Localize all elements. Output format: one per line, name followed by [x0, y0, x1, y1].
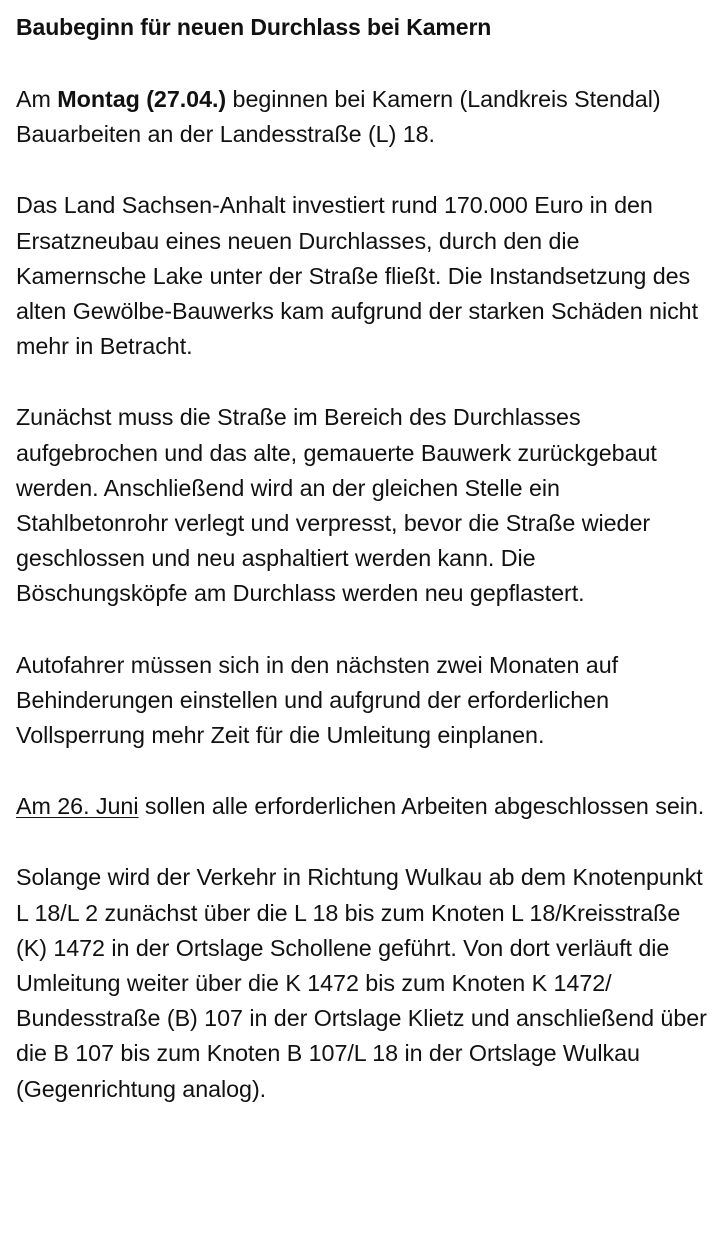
paragraph-text: beginnen bei Kamern (Landkreis Stendal) Bauarbeiten an der Landesstraße (L) 18.	[16, 86, 661, 148]
paragraph-prefix: Am	[16, 86, 58, 112]
article	[16, 10, 712, 1107]
paragraph-completion	[16, 789, 712, 824]
start-date-bold: Montag (27.04.)	[57, 86, 227, 112]
paragraph-driver-notice: Autofahrer müssen sich in den nächsten zwei Monaten auf Behinderungen einstellen und aufgrund der erforderlichen Vollsperrung mehr Zeit für die Umleitung einplanen.	[16, 651, 619, 749]
paragraph-construction-steps: Zunächst muss die Straße im Bereich des Durchlasses aufgebrochen und das alte, gemauerte Bauwerk zurückgebaut werden. Anschließend wird an der gleichen Stelle ein Stahlbetonrohr verlegt und verpresst, bevor die Straße wieder geschlossen und neu asphaltiert werden kann. Die Böschungsköpfe am Durchlass werden neu gepflastert.	[16, 404, 657, 607]
paragraph-text: sollen alle erforderlichen Arbeiten abgeschlossen sein.	[138, 793, 705, 820]
paragraph-start-date	[16, 82, 712, 152]
paragraph-investment: Das Land Sachsen-Anhalt investiert rund 170.000 Euro in den Ersatzneubau eines neuen Durchlasses, durch den die Kamernsche Lake unter der Straße fließt. Die Instandsetzung des alten Gewölbe-Bauwerks kam aufgrund der starken Schäden nicht mehr in Betracht.	[16, 192, 699, 360]
completion-date-link[interactable]: Am 26. Juni	[16, 793, 139, 820]
paragraph-detour: Solange wird der Verkehr in Richtung Wulkau ab dem Knotenpunkt L 18/L 2 zunächst über die L 18 bis zum Knoten L 18/Kreisstraße (K) 1472 in der Ortslage Schollene geführt. Von dort verläuft die Umleitung weiter über die K 1472 bis zum Knoten K 1472/ Bundesstraße (B) 107 in der Ortslage Klietz und anschließend über die B 107 bis zum Knoten B 107/L 18 in der Ortslage Wulkau (Gegenrichtung analog).	[16, 864, 707, 1102]
article-title: Baubeginn für neuen Durchlass bei Kamern	[16, 14, 492, 40]
